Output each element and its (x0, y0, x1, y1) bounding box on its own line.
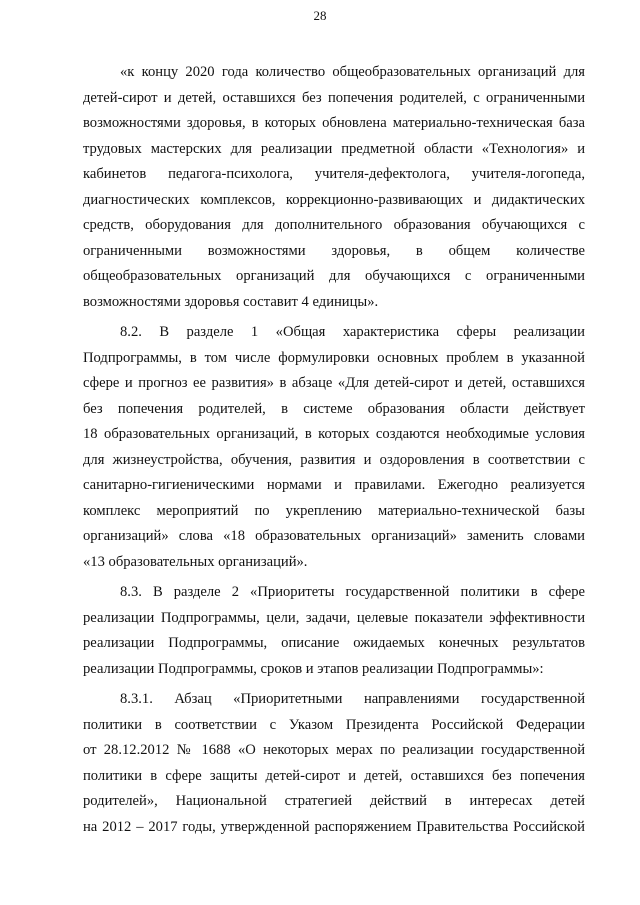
text-line: «к концу 2020 года количество общеобразовательных организаций для (120, 64, 585, 80)
paragraph-1 (83, 60, 585, 315)
text-line: диагностических комплексов, коррекционно-развивающих и дидактических (83, 191, 585, 208)
text-line: кабинетов педагога-психолога, учителя-дефектолога, учителя-логопеда, (83, 166, 585, 182)
text-line: общеобразовательных организаций для обучающихся с ограниченными (83, 268, 585, 284)
text-line: санитарно-гигиеническими нормами и правилами. Ежегодно реализуется (83, 477, 585, 493)
paragraph-8-3 (83, 580, 585, 682)
text-line: «13 образовательных организаций». (83, 553, 308, 570)
text-line: детей-сирот и детей, оставшихся без попечения родителей, с ограниченными (83, 89, 585, 106)
text-line: возможностями здоровья, в которых обновлена материально-техническая база (83, 115, 585, 131)
text-line: политики в сфере защиты детей-сирот и детей, оставшихся без попечения (83, 767, 585, 784)
text-line: реализации Подпрограммы, цели, задачи, целевые показатели эффективности (83, 609, 585, 626)
text-line: политики в соответствии с Указом Президента Российской Федерации (83, 716, 585, 733)
text-line: 18 образовательных организаций, в которых создаются необходимые условия (83, 426, 585, 442)
text-line: средств, оборудования для дополнительного образования обучающихся с (83, 217, 585, 233)
text-line: от 28.12.2012 № 1688 «О некоторых мерах по реализации государственной (83, 742, 585, 758)
text-line: без попечения родителей, в системе образования области действует (83, 400, 585, 417)
text-line: для жизнеустройства, обучения, развития и оздоровления в соответствии с (83, 451, 585, 468)
text-line: Подпрограммы, в том числе формулировки основных проблем в указанной (83, 349, 585, 366)
text-line: организаций» слова «18 образовательных организаций» заменить словами (83, 528, 585, 544)
document-body (83, 60, 585, 840)
text-line: сфере и прогноз ее развития» в абзаце «Для детей-сирот и детей, оставшихся (83, 375, 585, 391)
text-line: на 2012 – 2017 годы, утвержденной распоряжением Правительства Российской (83, 818, 585, 835)
text-line: 8.3.1. Абзац «Приоритетными направлениями государственной (120, 691, 585, 707)
text-line: комплекс мероприятий по укреплению материально-технической базы (83, 502, 585, 519)
text-line: реализации Подпрограммы, сроков и этапов реализации Подпрограммы»: (83, 660, 544, 677)
text-line: 8.3. В разделе 2 «Приоритеты государственной политики в сфере (120, 584, 585, 600)
page-number: 28 (313, 8, 327, 23)
paragraph-8-3-1 (83, 687, 585, 840)
text-line: 8.2. В разделе 1 «Общая характеристика сферы реализации (120, 324, 585, 340)
text-line: возможностями здоровья составит 4 единицы». (83, 293, 379, 310)
text-line: родителей», Национальной стратегией действий в интересах детей (83, 793, 585, 809)
text-line: ограниченными возможностями здоровья, в общем количестве (83, 242, 585, 259)
text-line: трудовых мастерских для реализации предметной области «Технология» и (83, 140, 585, 157)
paragraph-8-2 (83, 320, 585, 575)
text-line: реализации Подпрограммы, описание ожидаемых конечных результатов (83, 635, 585, 651)
